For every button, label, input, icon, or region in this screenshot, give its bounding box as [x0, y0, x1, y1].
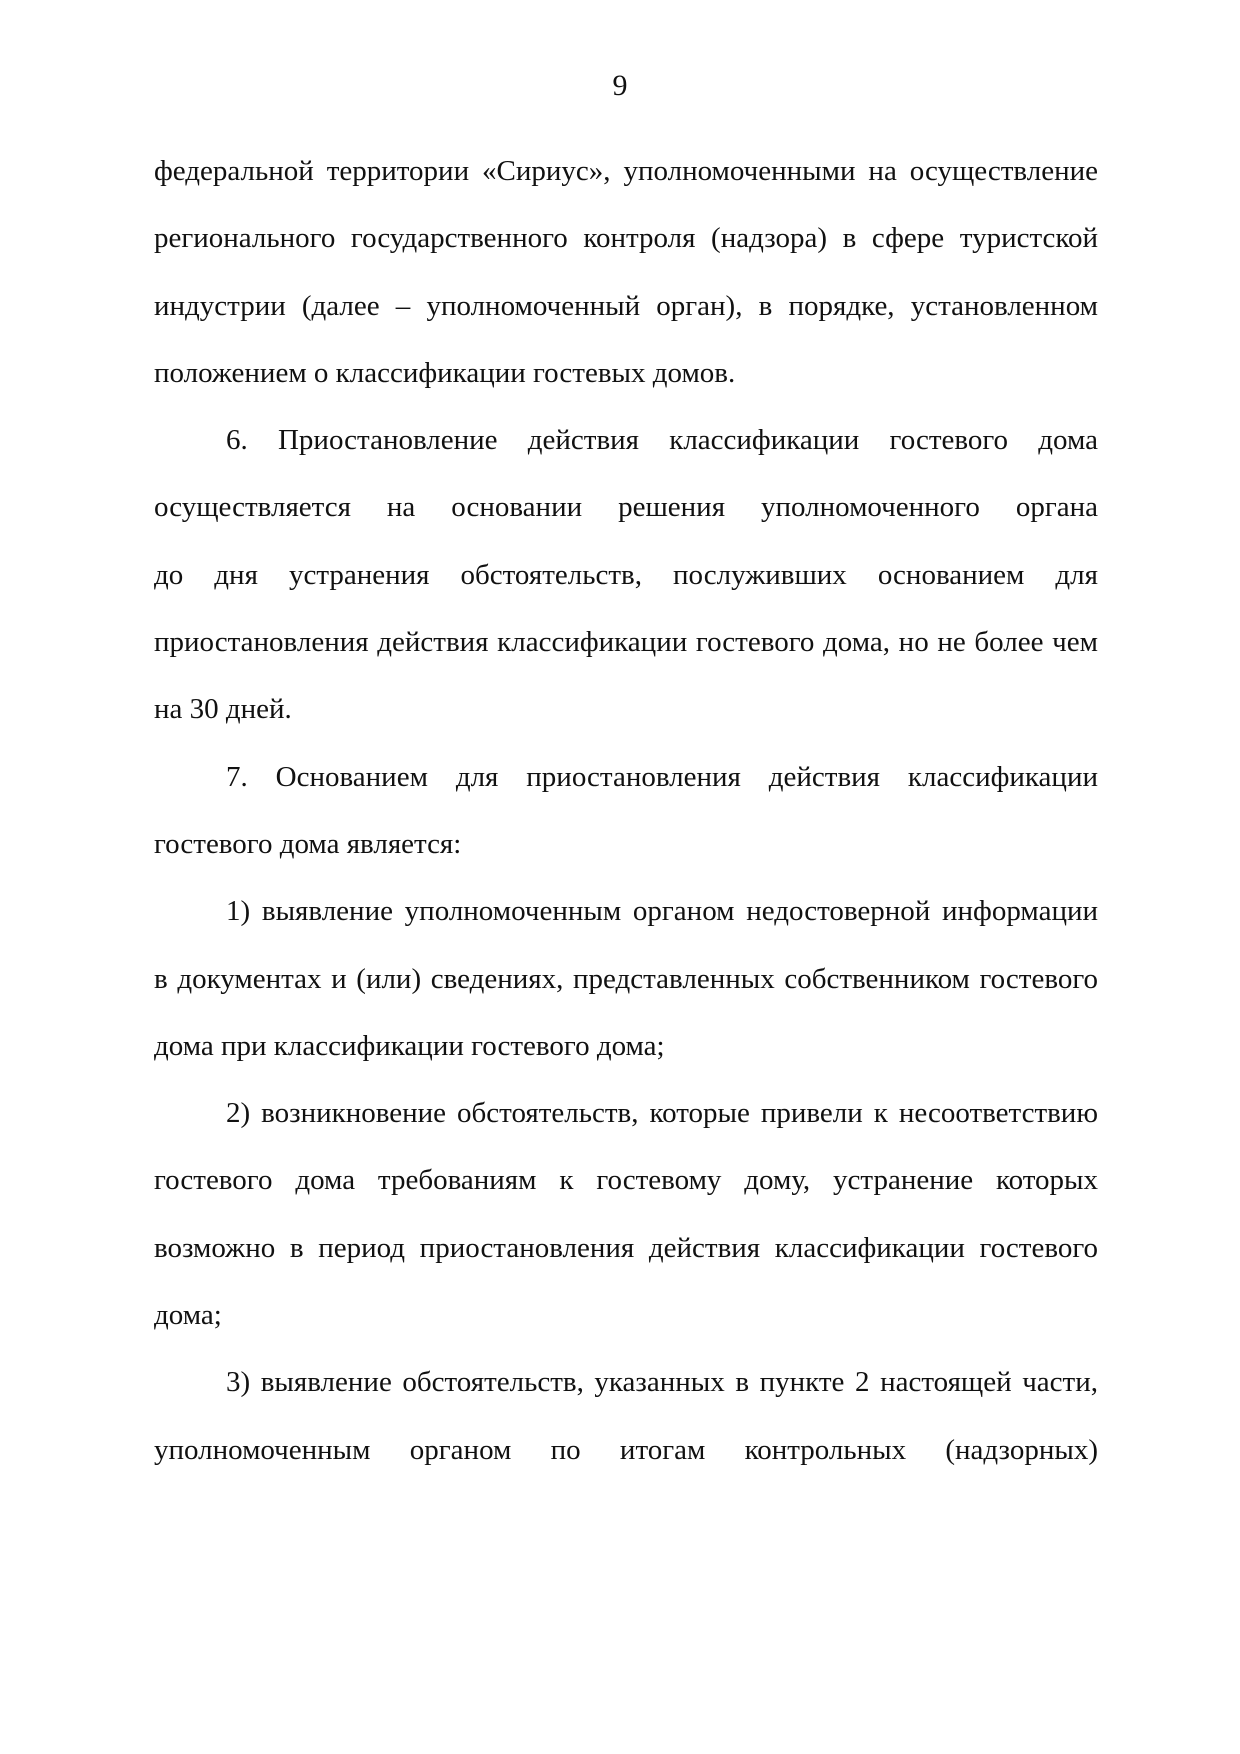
text-line: положением о классификации гостевых домов. — [154, 356, 736, 389]
text-line: приостановления действия классификации гостевого дома, но не более чем — [154, 626, 1098, 659]
text-line: 1) выявление уполномоченным органом недостоверной информации — [226, 895, 1098, 928]
text-line: уполномоченным органом по итогам контрольных (надзорных) — [154, 1433, 1098, 1466]
text-line: регионального государственного контроля (надзора) в сфере туристской — [154, 222, 1098, 255]
text-line: до дня устранения обстоятельств, послуживших основанием для — [154, 558, 1098, 591]
text-line: на 30 дней. — [154, 693, 292, 726]
text-line: 2) возникновение обстоятельств, которые привели к несоответствию — [226, 1097, 1098, 1130]
text-line: возможно в период приостановления действия классификации гостевого — [154, 1231, 1098, 1264]
text-line: дома при классификации гостевого дома; — [154, 1029, 665, 1062]
document-body — [154, 138, 1098, 1484]
text-line: в документах и (или) сведениях, представленных собственником гостевого — [154, 962, 1098, 995]
text-line: индустрии (далее – уполномоченный орган), в порядке, установленном — [154, 289, 1098, 322]
text-line: осуществляется на основании решения уполномоченного органа — [154, 491, 1098, 524]
text-line: дома; — [154, 1299, 222, 1332]
text-line: 7. Основанием для приостановления действия классификации — [226, 760, 1098, 793]
text-line: 3) выявление обстоятельств, указанных в пункте 2 настоящей части, — [226, 1366, 1098, 1399]
text-line: 6. Приостановление действия классификации гостевого дома — [226, 424, 1098, 457]
text-line: федеральной территории «Сириус», уполномоченными на осуществление — [154, 155, 1098, 187]
text-line: гостевого дома является: — [154, 827, 462, 860]
page-number: 9 — [612, 69, 628, 102]
text-line: гостевого дома требованиям к гостевому дому, устранение которых — [154, 1164, 1098, 1197]
